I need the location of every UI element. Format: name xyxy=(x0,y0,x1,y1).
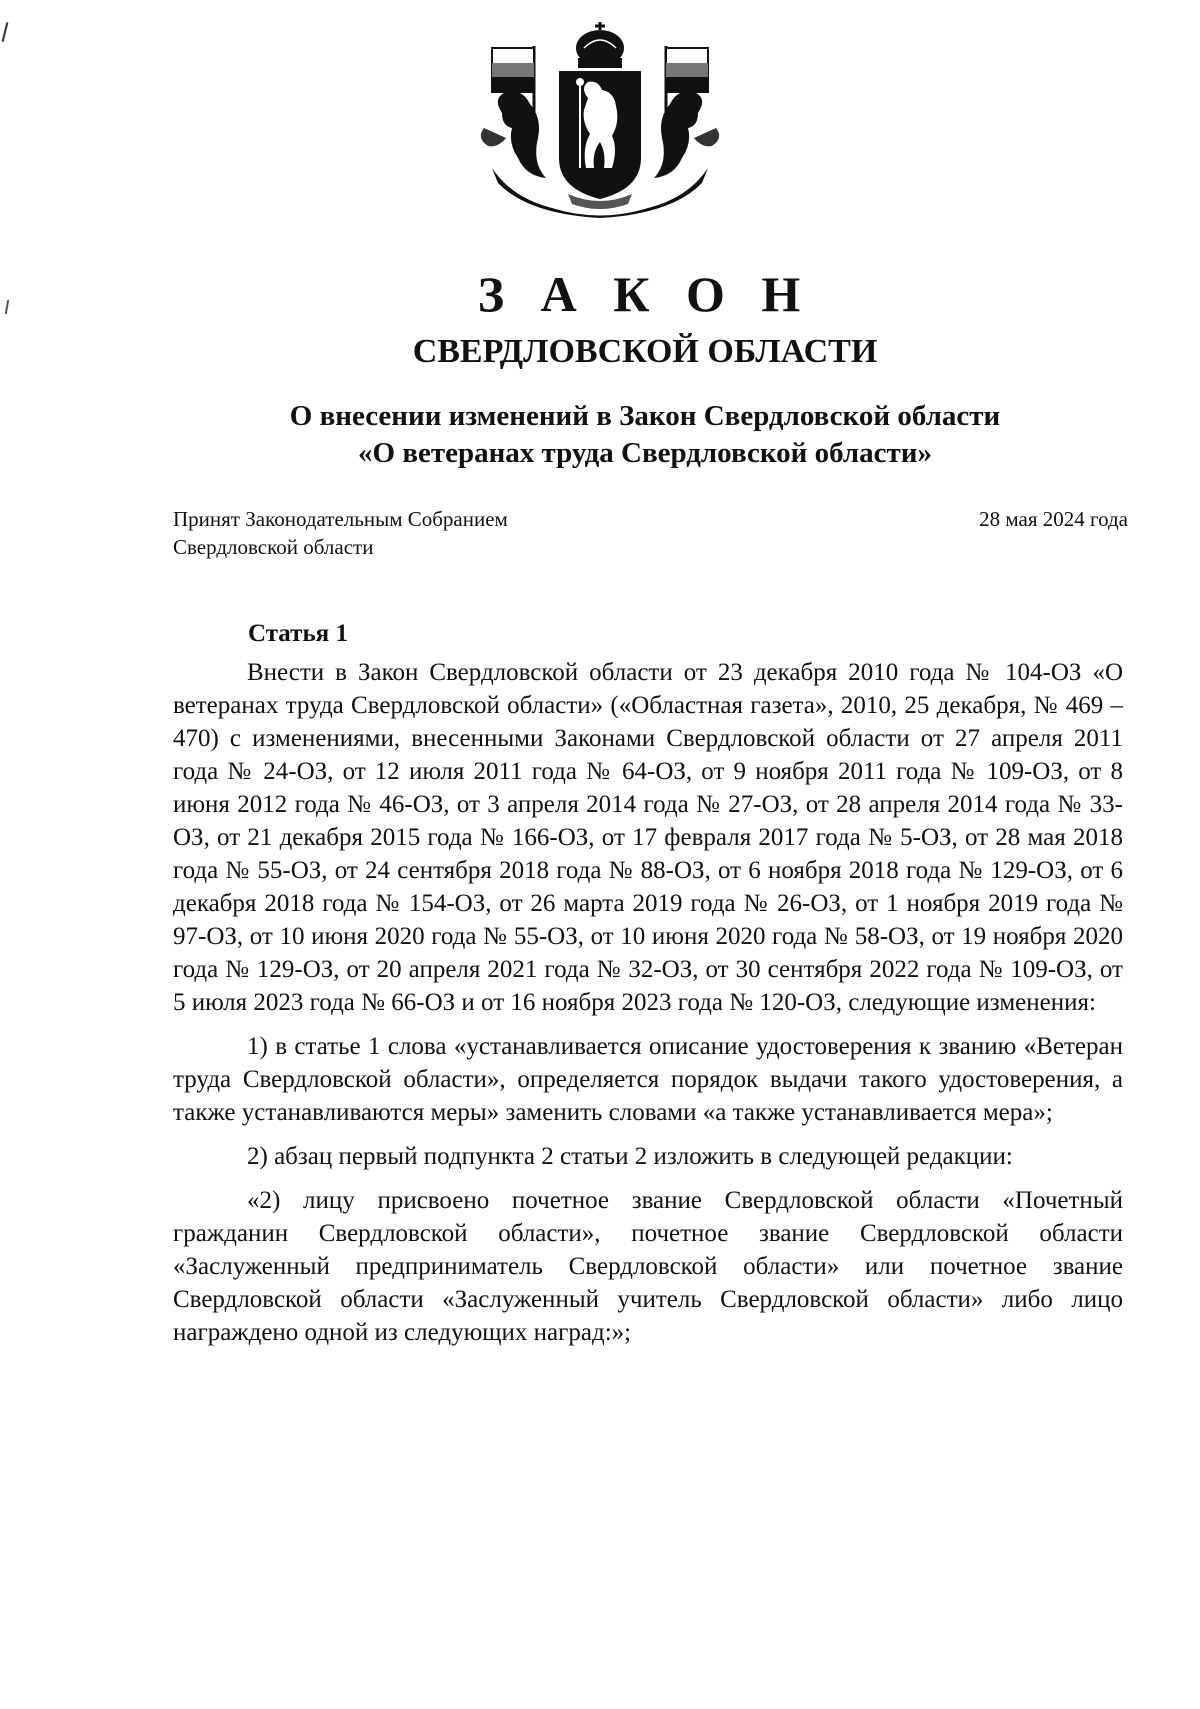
law-subject-line: О внесении изменений в Закон Свердловской области xyxy=(289,400,1001,432)
article-heading: Статья 1 xyxy=(248,620,348,647)
coat-of-arms-icon xyxy=(472,18,728,226)
adoption-date: 28 мая 2024 года xyxy=(979,507,1128,531)
adoption-note xyxy=(173,505,508,561)
document-subtitle: СВЕРДЛОВСКОЙ ОБЛАСТИ xyxy=(412,333,878,370)
article-paragraph: 1) в статье 1 слова «устанавливается описание удостоверения к званию «Ветеран труда Свердловской области», определяется порядок выдачи такого удостоверения, а также устанавливаются меры» заменить словами «а также устанавливается мера»; xyxy=(173,1033,1123,1126)
adoption-line: Принят Законодательным Собранием xyxy=(173,507,508,531)
law-subject-line: «О ветеранах труда Свердловской области» xyxy=(358,437,932,469)
law-subject xyxy=(0,398,1200,472)
article-body xyxy=(173,656,1123,1349)
article-paragraph: Внести в Закон Свердловской области от 23 декабря 2010 года № 104-ОЗ «О ветеранах труда Свердловской области» («Областная газета», 2010, 25 декабря, № 469 – 470) с изменениями, внесенными Законами Свердловской области от 27 апреля 2011 года № 24-ОЗ, от 12 июля 2011 года № 64-ОЗ, от 9 ноября 2011 года № 109-ОЗ, от 8 июня 2012 года № 46-ОЗ, от 3 апреля 2014 года № 27-ОЗ, от 28 апреля 2014 года № 33-ОЗ, от 21 декабря 2015 года № 166-ОЗ, от 17 февраля 2017 года № 5-ОЗ, от 28 мая 2018 года № 55-ОЗ, от 24 сентября 2018 года № 88-ОЗ, от 6 ноября 2018 года № 129-ОЗ, от 6 декабря 2018 года № 154-ОЗ, от 26 марта 2019 года № 26-ОЗ, от 1 ноября 2019 года № 97-ОЗ, от 10 июня 2020 года № 55-ОЗ, от 10 июня 2020 года № 58-ОЗ, от 19 ноября 2020 года № 129-ОЗ, от 20 апреля 2021 года № 32-ОЗ, от 30 сентября 2022 года № 109-ОЗ, от 5 июля 2023 года № 66-ОЗ и от 16 ноября 2023 года № 120-ОЗ, следующие изменения: xyxy=(173,659,1123,1016)
article-paragraph: «2) лицу присвоено почетное звание Свердловской области «Почетный гражданин Свердловской области», почетное звание Свердловской области «Заслуженный предприниматель Свердловской области» или почетное звание Свердловской области «Заслуженный учитель Свердловской области» либо лицо награждено одной из следующих наград:»; xyxy=(173,1187,1123,1346)
document-title: З А К О Н xyxy=(477,266,813,322)
scan-mark xyxy=(2,22,9,42)
adoption-line: Свердловской области xyxy=(173,535,374,559)
article-paragraph: 2) абзац первый подпункта 2 статьи 2 изложить в следующей редакции: xyxy=(247,1143,1013,1170)
